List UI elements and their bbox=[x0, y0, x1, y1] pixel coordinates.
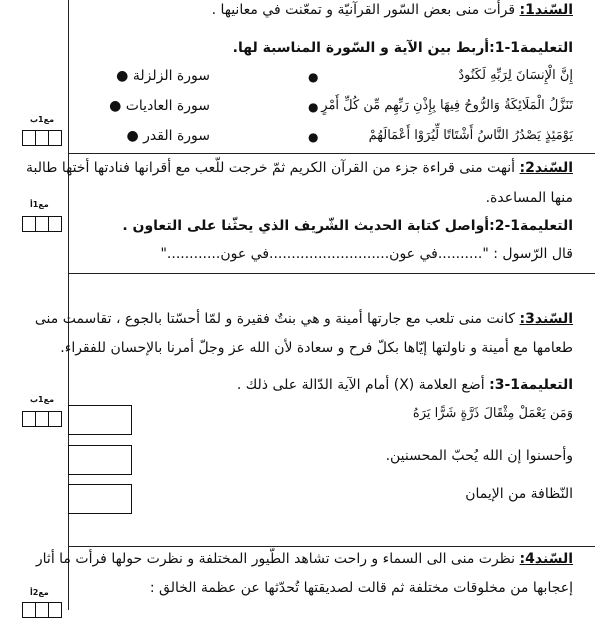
criterion-label-1: مع1ب bbox=[30, 115, 55, 124]
option-1: وَمَن يَعْمَلْ مِثْقَالَ ذَرَّةٍ شَرًّا يَرَهُ bbox=[412, 406, 573, 421]
sanad-4-text-1: نظرت منى الى السماء و راحت تشاهد الطّيور المختلفة و نظرت حولها فرأت ما أثار bbox=[35, 551, 516, 567]
sanad-3-line-2: طعامها مع أمينة و ناولتها إيّاها بكلّ فرح و سعادة لأن الله عز وجلّ أمرنا بالإحسان للفقراء. bbox=[60, 340, 573, 356]
score-grid-3[interactable] bbox=[22, 411, 62, 427]
sanad-4-line-1 bbox=[36, 551, 573, 567]
option-2-checkbox[interactable] bbox=[68, 445, 132, 475]
verse-1-dot[interactable]: ● bbox=[308, 70, 319, 84]
instruction-1-1: التعليمة1-1:أربط بين الآية و السّورة المناسبة لها. bbox=[232, 40, 573, 56]
verse-1: إِنَّ الْإِنسَانَ لِرَبِّهِ لَكَنُودٌ bbox=[458, 68, 573, 83]
margin-divider bbox=[68, 0, 69, 610]
surah-2-dot[interactable]: ● bbox=[109, 98, 122, 114]
verse-3: يَوْمَئِذٍ يَصْدُرُ النَّاسُ أَشْتَاتًا لِّيُرَوْا أَعْمَالَهُمْ bbox=[368, 128, 573, 143]
verse-2: تَنَزَّلُ الْمَلَائِكَةُ وَالرُّوحُ فِيهَا بِإِذْنِ رَبِّهِم مِّن كُلِّ أَمْرٍ bbox=[321, 98, 573, 113]
sanad-1 bbox=[212, 2, 573, 18]
sanad-1-text: قرأت منى بعض السّور القرآنيّة و تمعّنت في معانيها . bbox=[211, 2, 516, 18]
surah-2-label: سورة العاديات bbox=[125, 98, 210, 114]
instruction-1-2: التعليمة1-2:أواصل كتابة الحديث الشّريف الذي يحثّنا على التعاون . bbox=[122, 218, 573, 234]
sanad-4-label: السّند4: bbox=[519, 551, 573, 567]
sanad-2-label: السّند2: bbox=[519, 160, 573, 176]
sanad-2-line-1 bbox=[26, 160, 573, 176]
sanad-2-line-2: منها المساعدة. bbox=[485, 190, 573, 206]
surah-3-dot[interactable]: ● bbox=[126, 128, 139, 144]
option-3-checkbox[interactable] bbox=[68, 484, 132, 514]
surah-1 bbox=[110, 68, 210, 84]
score-grid-1[interactable] bbox=[22, 130, 62, 146]
option-1-checkbox[interactable] bbox=[68, 405, 132, 435]
sanad-2-text-1: أنهت منى قراءة جزء من القرآن الكريم ثمّ خرجت للّعب مع أقرانها فنادتها أختها طالبة bbox=[26, 160, 516, 176]
instruction-1-3-label: التعليمة1-3: bbox=[489, 377, 573, 393]
option-3: النّظافة من الإيمان bbox=[465, 486, 573, 502]
section-divider-2 bbox=[68, 273, 595, 274]
surah-1-dot[interactable]: ● bbox=[116, 68, 129, 84]
criterion-label-4: مع2أ bbox=[30, 588, 49, 597]
surah-1-label: سورة الزلزلة bbox=[132, 68, 210, 84]
sanad-4-line-2: إعجابها من مخلوقات مختلفة ثم قالت لصديقتها تُحدّثها عن عظمة الخالق : bbox=[149, 580, 573, 596]
sanad-3-text-1: كانت منى تلعب مع جارتها أمينة و هي بنتٌ فقيرة و لمّا أحسّتا بالجوع ، تقاسمت منى bbox=[34, 311, 516, 327]
instruction-1-3-text: أضع العلامة (X) أمام الآية الدّالة على ذلك . bbox=[236, 377, 485, 393]
hadith-blank-line[interactable]: قال الرّسول : "..........في عون...........................في عون............" bbox=[160, 246, 573, 262]
verse-2-dot[interactable]: ● bbox=[308, 100, 319, 114]
sanad-3-label: السّند3: bbox=[519, 311, 573, 327]
surah-3 bbox=[110, 128, 210, 144]
surah-3-label: سورة القدر bbox=[143, 128, 210, 144]
surah-2 bbox=[90, 98, 210, 114]
criterion-label-3: مع1ب bbox=[30, 395, 55, 404]
sanad-3-line-1 bbox=[35, 311, 573, 327]
section-divider-3 bbox=[68, 546, 595, 547]
instruction-1-3 bbox=[237, 377, 573, 393]
score-grid-4[interactable] bbox=[22, 602, 62, 618]
criterion-label-2: مع1أ bbox=[30, 200, 49, 209]
score-grid-2[interactable] bbox=[22, 216, 62, 232]
option-2: وأحسنوا إن الله يُحبّ المحسنين. bbox=[385, 448, 573, 464]
section-divider-1 bbox=[68, 153, 595, 154]
sanad-1-label: السّند1: bbox=[519, 2, 573, 18]
verse-3-dot[interactable]: ● bbox=[308, 130, 319, 144]
